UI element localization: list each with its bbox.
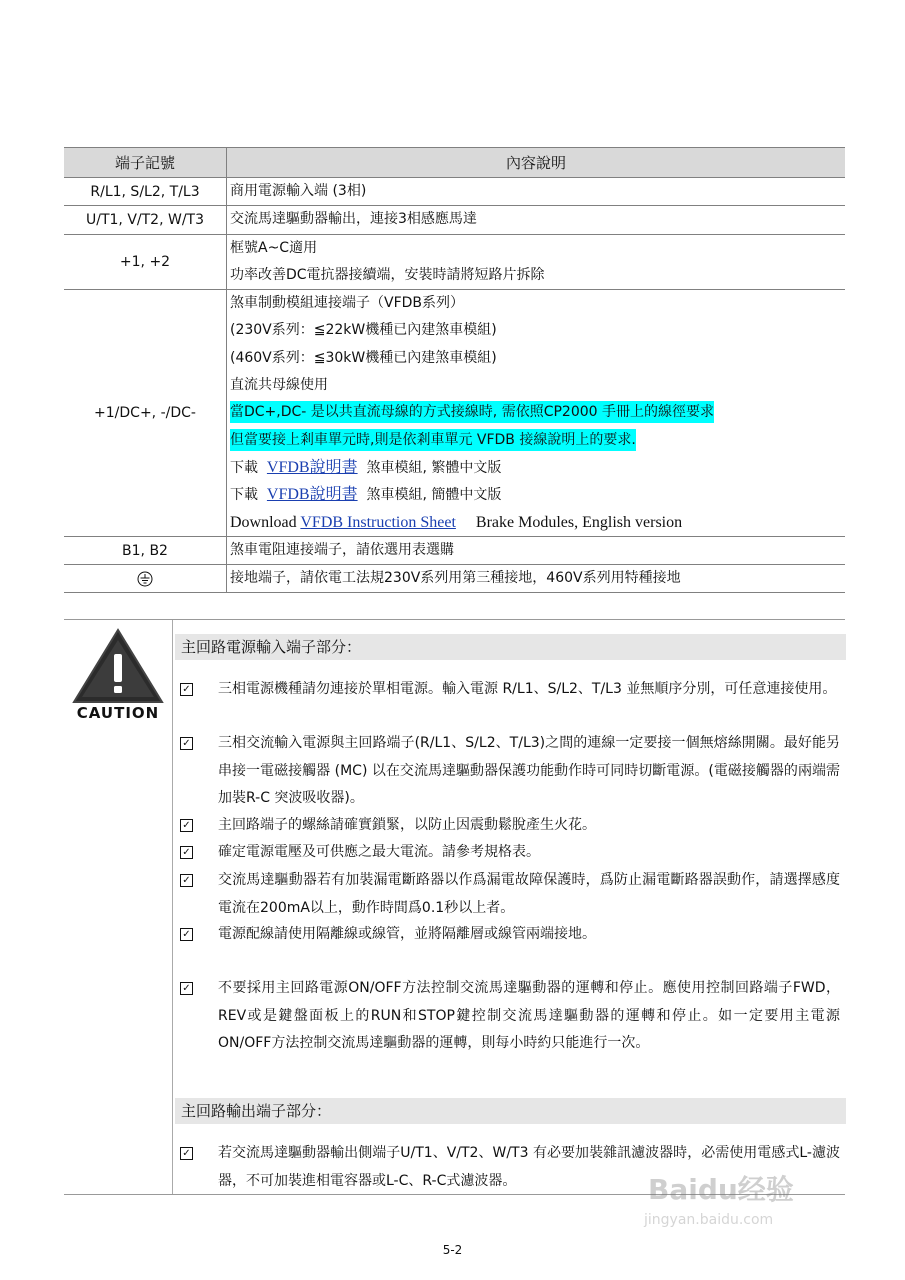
- list-item: [180, 867, 840, 922]
- description-line: 交流馬達驅動器輸出，連接3相感應馬達: [230, 211, 477, 228]
- section-title-input-terminals: 主回路電源輸入端子部分：: [175, 634, 846, 660]
- list-item: [180, 839, 840, 867]
- list-item-text: 三相電源機種請勿連接於單相電源。輸入電源 R/L1、S/L2、T/L3 並無順序分別，可任意連接使用。: [218, 681, 837, 697]
- vfdb-manual-link-simplified[interactable]: VFDB說明書: [266, 486, 358, 504]
- caution-label: CAUTION: [76, 704, 160, 722]
- watermark-url: jingyan.baidu.com: [644, 1212, 774, 1228]
- ground-icon: [137, 571, 153, 587]
- caution-section: [64, 619, 845, 1195]
- description-cell: [227, 290, 846, 537]
- baidu-watermark: [640, 1168, 870, 1238]
- list-item-text: 主回路端子的螺絲請確實鎖緊，以防止因震動鬆脫產生火花。: [218, 817, 596, 833]
- terminal-cell: [64, 565, 227, 593]
- table-row: [64, 178, 845, 206]
- table-row: [64, 206, 845, 234]
- highlighted-line: [230, 427, 845, 454]
- terminal-cell: R/L1, S/L2, T/L3: [64, 178, 227, 206]
- highlight-text: 但當要接上剎車單元時,則是依剎車單元 VFDB 接線說明上的要求.: [230, 429, 636, 451]
- table-row: [64, 290, 845, 537]
- checkbox-icon: ✓: [180, 928, 193, 941]
- download-line: [230, 509, 845, 536]
- download-suffix: 煞車模組, 繁體中文版: [366, 459, 502, 476]
- checkbox-icon: ✓: [180, 1147, 193, 1160]
- checkbox-icon: ✓: [180, 982, 193, 995]
- description-line: 接地端子，請依電工法規230V系列用第三種接地，460V系列用特種接地: [230, 570, 681, 587]
- description-line: 功率改善DC電抗器接續端，安裝時請將短路片拆除: [230, 266, 545, 283]
- download-suffix: Brake Modules, English version: [475, 513, 683, 531]
- list-item: [180, 676, 840, 704]
- terminal-table: [64, 147, 845, 593]
- checkbox-icon: ✓: [180, 874, 193, 887]
- header-description: 內容說明: [227, 148, 846, 178]
- list-item-text: 交流馬達驅動器若有加裝漏電斷路器以作爲漏電故障保護時，爲防止漏電斷路器誤動作，請選擇感度電流在200mA以上，動作時間爲0.1秒以上者。: [218, 872, 840, 916]
- description-cell: [227, 178, 846, 206]
- vfdb-manual-link-traditional[interactable]: VFDB說明書: [266, 458, 358, 476]
- vfdb-instruction-sheet-link[interactable]: VFDB Instruction Sheet: [300, 513, 456, 531]
- description-cell: [227, 234, 846, 290]
- checkbox-icon: ✓: [180, 846, 193, 859]
- description-line: (230V系列：≦22kW機種已內建煞車模組): [230, 322, 497, 339]
- list-item: [180, 921, 840, 949]
- section-title-output-terminals: 主回路輸出端子部分：: [175, 1098, 846, 1124]
- highlight-text: 當DC+,DC- 是以共直流母線的方式接線時, 需依照CP2000 手冊上的線徑要求: [230, 401, 714, 423]
- caution-divider: [172, 620, 173, 1194]
- list-item: [180, 730, 840, 813]
- list-item: [180, 975, 840, 1058]
- terminal-cell: B1, B2: [64, 536, 227, 564]
- highlighted-line: [230, 399, 845, 426]
- download-suffix: 煞車模組, 簡體中文版: [366, 487, 502, 504]
- checkbox-icon: ✓: [180, 683, 193, 696]
- description-cell: [227, 206, 846, 234]
- terminal-cell: +1, +2: [64, 234, 227, 290]
- description-line: 直流共母線使用: [230, 377, 328, 394]
- download-prefix: Download: [230, 513, 297, 531]
- list-item-text: 若交流馬達驅動器輸出側端子U/T1、V/T2、W/T3 有必要加裝雜訊濾波器時，必需使用電感式L-濾波器，不可加裝進相電容器或L-C、R-C式濾波器。: [218, 1145, 840, 1189]
- watermark-logo: Baidu经验: [648, 1173, 794, 1206]
- table-header-row: [64, 148, 845, 178]
- page-number: 5-2: [442, 1243, 463, 1257]
- description-line: 商用電源輸入端 (3相): [230, 183, 367, 199]
- list-item-text: 確定電源電壓及可供應之最大電流。請參考規格表。: [218, 844, 540, 860]
- warning-triangle-icon: [72, 628, 164, 704]
- description-cell: [227, 565, 846, 593]
- download-line: [230, 454, 845, 481]
- list-item-text: 三相交流輸入電源與主回路端子(R/L1、S/L2、T/L3)之間的連線一定要接一個無熔絲開關。最好能另串接一電磁接觸器 (MC) 以在交流馬達驅動器保護功能動作時可同時切斷電源。(電磁接觸器的兩端需加裝R-C 突波吸收器)。: [218, 735, 840, 806]
- description-line: 框號A~C適用: [230, 239, 318, 256]
- checkbox-icon: ✓: [180, 819, 193, 832]
- download-prefix: 下載: [230, 487, 258, 504]
- checkbox-icon: ✓: [180, 737, 193, 750]
- list-item: [180, 812, 840, 840]
- list-item-text: 電源配線請使用隔離線或線管，並將隔離層或線管兩端接地。: [218, 926, 596, 942]
- description-cell: [227, 536, 846, 564]
- terminal-cell: U/T1, V/T2, W/T3: [64, 206, 227, 234]
- header-terminal: 端子記號: [64, 148, 227, 178]
- download-line: [230, 481, 845, 508]
- table-row: [64, 536, 845, 564]
- table-row: [64, 565, 845, 593]
- description-line: 煞車制動模組連接端子（VFDB系列）: [230, 295, 465, 312]
- terminal-cell: +1/DC+, -/DC-: [64, 290, 227, 537]
- description-line: (460V系列：≦30kW機種已內建煞車模組): [230, 349, 497, 366]
- list-item-text: 不要採用主回路電源ON/OFF方法控制交流馬達驅動器的運轉和停止。應使用控制回路端子FWD，REV或是鍵盤面板上的RUN和STOP鍵控制交流馬達驅動器的運轉和停止。如一定要用主電源ON/OFF方法控制交流馬達驅動器的運轉，則每小時約只能進行一次。: [218, 980, 840, 1051]
- table-row: [64, 234, 845, 290]
- download-prefix: 下載: [230, 459, 258, 476]
- description-line: 煞車電阻連接端子，請依選用表選購: [230, 541, 454, 558]
